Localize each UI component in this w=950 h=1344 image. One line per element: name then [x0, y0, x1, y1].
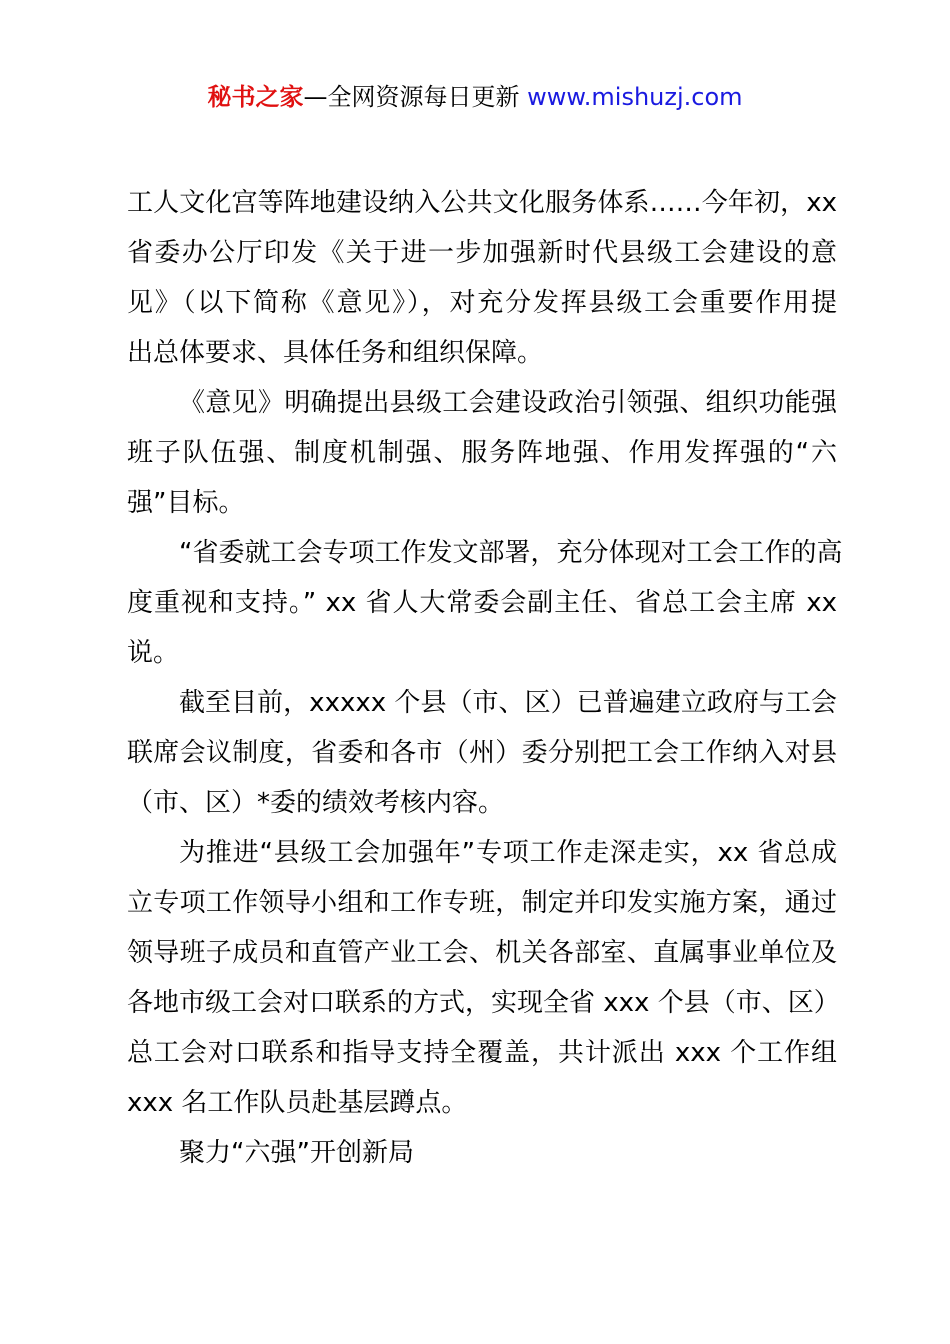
page-header	[0, 80, 950, 114]
text-line: 《意见》明确提出县级工会建设政治引领强、组织功能强	[179, 388, 837, 418]
paragraph	[127, 178, 837, 378]
text-line: 领导班子成员和直管产业工会、机关各部室、直属事业单位及	[127, 938, 837, 968]
text-line: 工人文化宫等阵地建设纳入公共文化服务体系……今年初，xx	[127, 188, 837, 218]
text-line: 各地市级工会对口联系的方式，实现全省 xxx 个县（市、区）	[127, 988, 840, 1018]
text-line: 立专项工作领导小组和工作专班，制定并印发实施方案，通过	[127, 888, 837, 918]
paragraph	[127, 1128, 837, 1178]
text-line: 度重视和支持。” xx 省人大常委会副主任、省总工会主席 xx	[127, 588, 837, 618]
text-line: 见》（以下简称《意见》），对充分发挥县级工会重要作用提	[127, 288, 837, 318]
text-line: 说。	[127, 638, 180, 668]
text-line: “省委就工会专项工作发文部署，充分体现对工会工作的高	[179, 538, 843, 568]
text-line: 截至目前，xxxxx 个县（市、区）已普遍建立政府与工会	[179, 688, 837, 718]
site-url-link[interactable]: www.mishuzj.com	[527, 83, 743, 111]
text-line: （市、区）*委的绩效考核内容。	[127, 788, 505, 818]
document-body	[127, 178, 843, 1178]
text-line: xxx 名工作队员赴基层蹲点。	[127, 1088, 468, 1118]
paragraph	[127, 378, 837, 528]
text-line: 出总体要求、具体任务和组织保障。	[127, 338, 544, 368]
brand-name: 秘书之家	[207, 83, 304, 111]
text-line: 总工会对口联系和指导支持全覆盖，共计派出 xxx 个工作组	[127, 1038, 837, 1068]
text-line: 聚力“六强”开创新局	[179, 1138, 414, 1168]
paragraph	[127, 528, 843, 678]
paragraph	[127, 828, 840, 1128]
text-line: 为推进“县级工会加强年”专项工作走深走实，xx 省总成	[179, 838, 837, 868]
text-line: 强”目标。	[127, 488, 245, 518]
paragraph	[127, 678, 837, 828]
text-line: 省委办公厅印发《关于进一步加强新时代县级工会建设的意	[127, 238, 837, 268]
header-tagline: —全网资源每日更新	[303, 83, 528, 111]
text-line: 联席会议制度，省委和各市（州）委分别把工会工作纳入对县	[127, 738, 837, 768]
text-line: 班子队伍强、制度机制强、服务阵地强、作用发挥强的“六	[127, 438, 837, 468]
